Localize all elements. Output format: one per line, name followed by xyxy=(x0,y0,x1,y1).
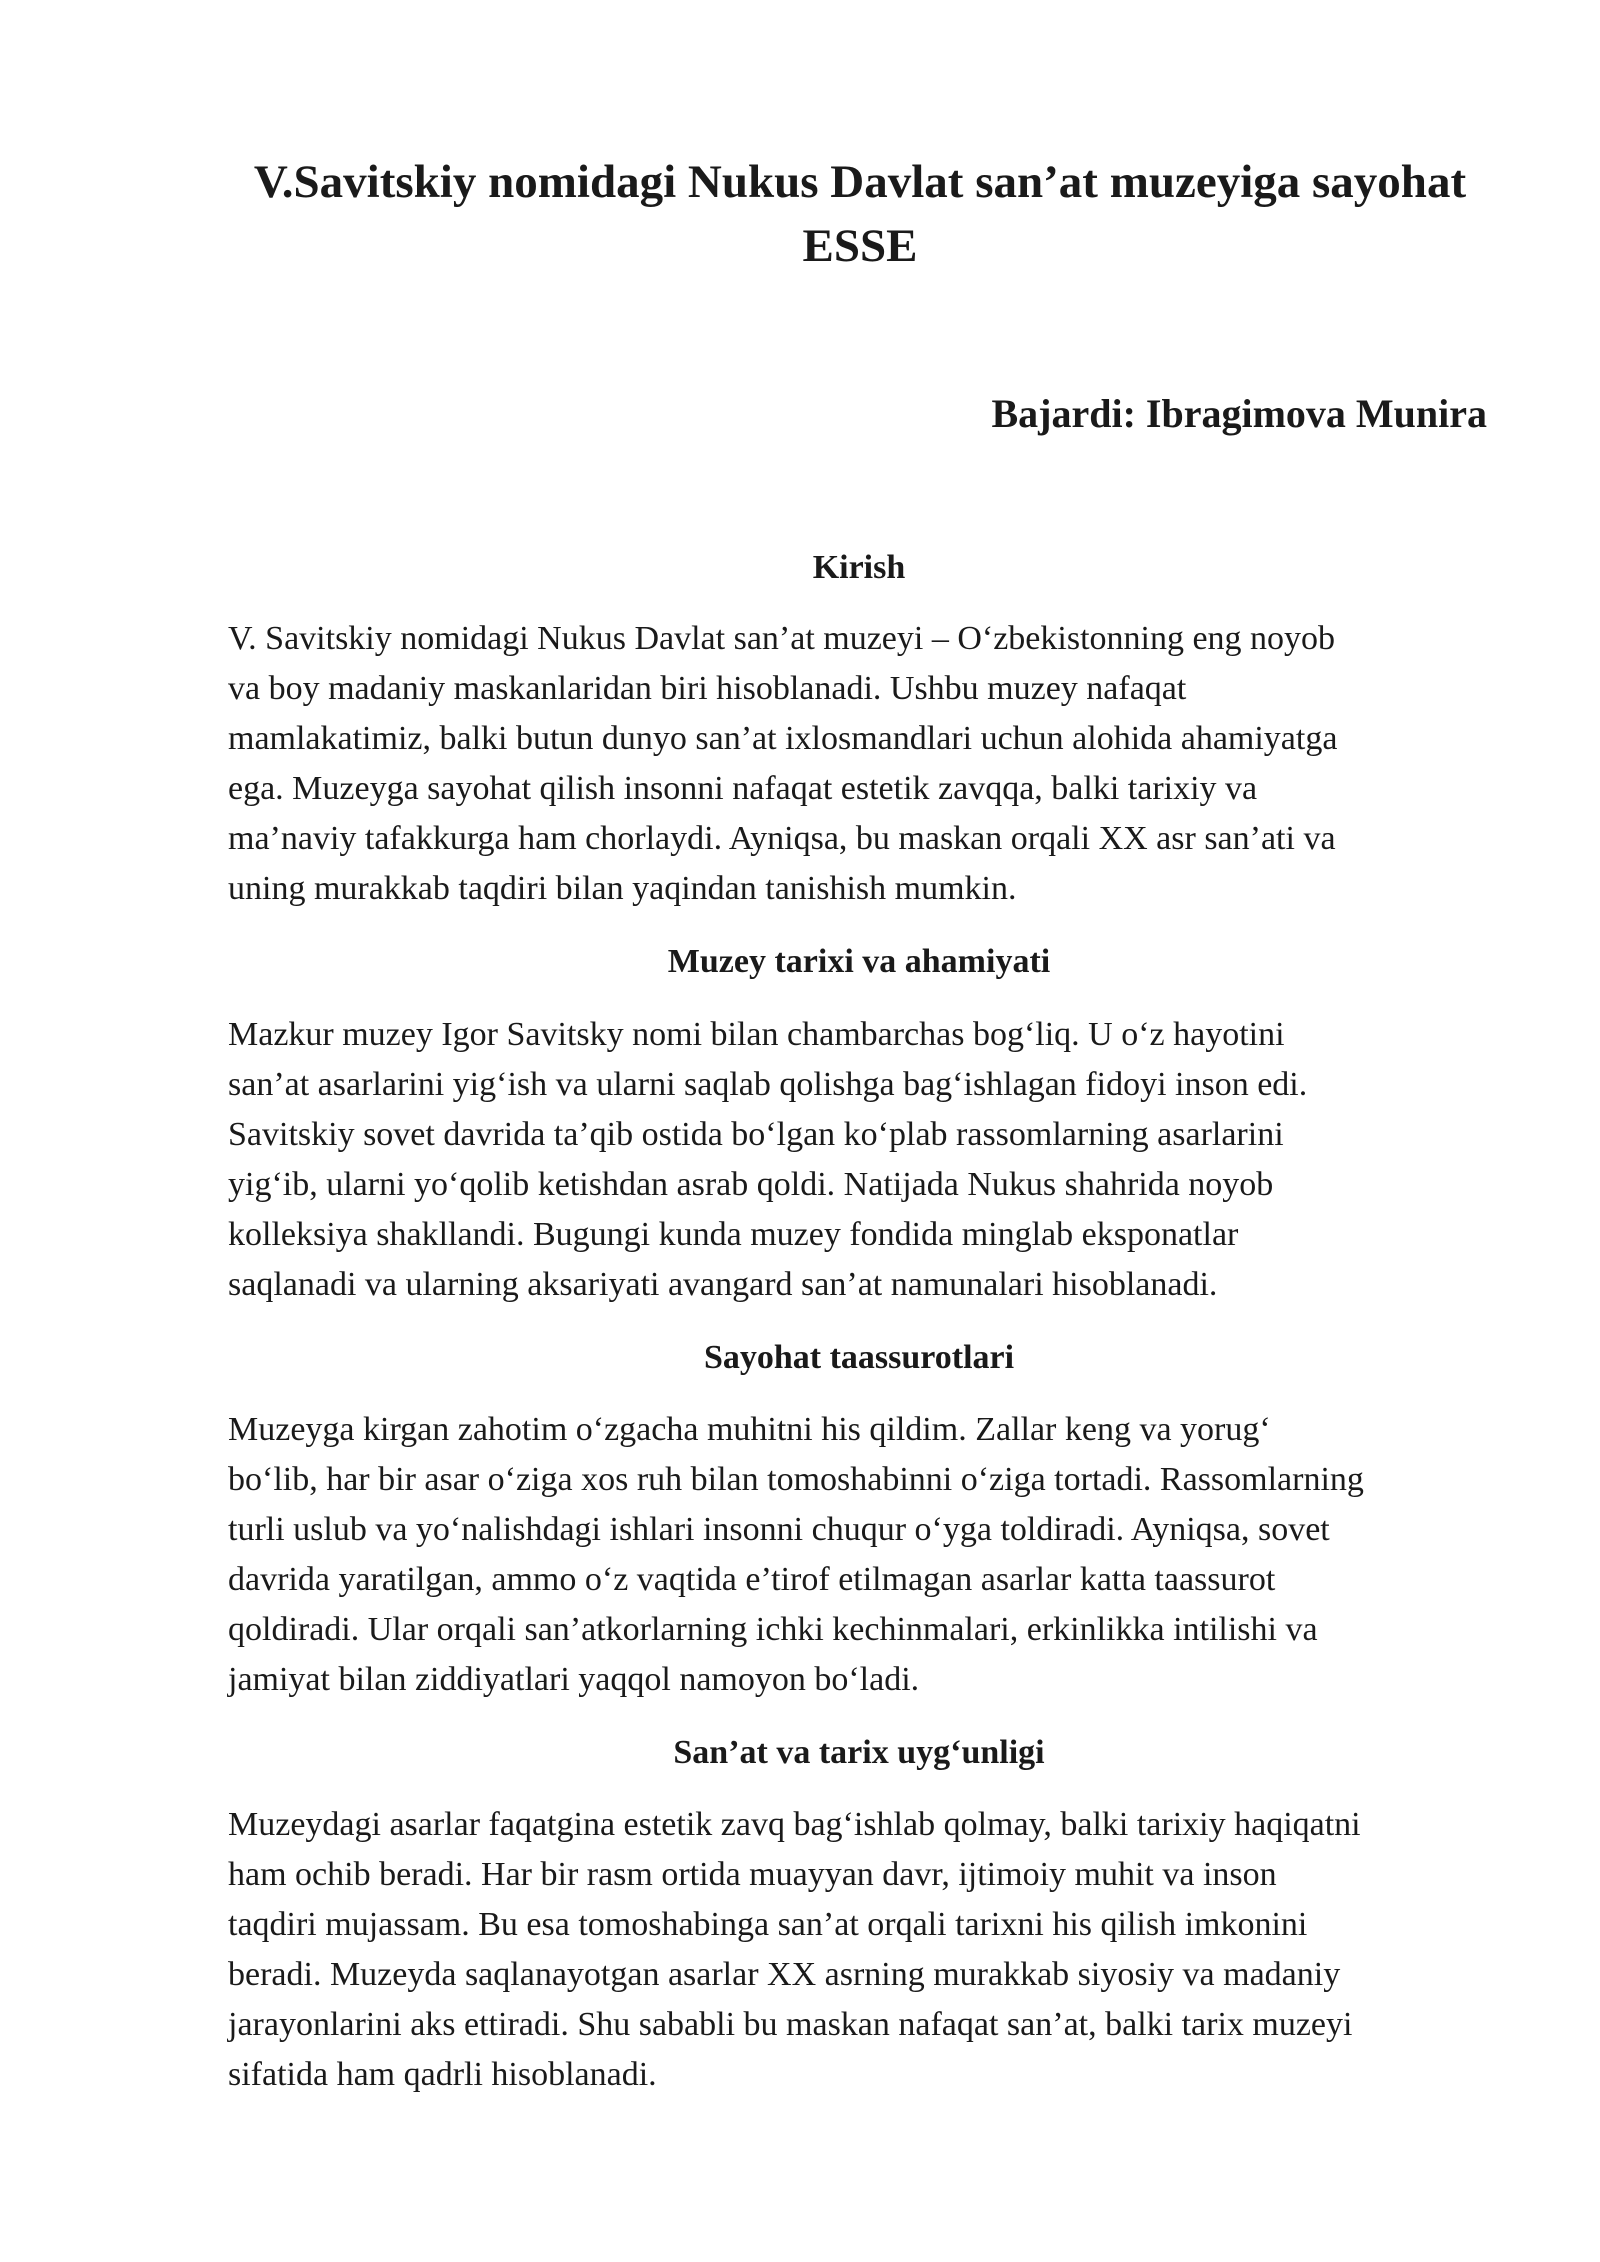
paragraph-line: jarayonlarini aks ettiradi. Shu sababli bu maskan nafaqat san’at, balki tarix muzeyi xyxy=(228,2006,1353,2043)
paragraph-line: ma’naviy tafakkurga ham chorlaydi. Ayniqsa, bu maskan orqali XX asr san’ati va xyxy=(228,820,1336,857)
paragraph-line: Muzeyga kirgan zahotim o‘zgacha muhitni his qildim. Zallar keng va yorug‘ xyxy=(228,1411,1271,1448)
author-line: Bajardi: Ibragimova Munira xyxy=(991,391,1487,436)
section-heading-sayohat: Sayohat taassurotlari xyxy=(703,1339,1015,1376)
paragraph-line: V. Savitskiy nomidagi Nukus Davlat san’at muzeyi – O‘zbekistonning eng noyob xyxy=(228,620,1336,657)
section-paragraph-sanat-tarix xyxy=(228,1800,1528,2100)
section-heading-muzey-tarixi: Muzey tarixi va ahamiyati xyxy=(667,943,1051,980)
paragraph-line: bo‘lib, har bir asar o‘ziga xos ruh bilan tomoshabinni o‘ziga tortadi. Rassomlarning xyxy=(228,1461,1364,1498)
paragraph-line: turli uslub va yo‘nalishdagi ishlari insonni chuqur o‘yga toldiradi. Ayniqsa, sovet xyxy=(228,1511,1330,1548)
paragraph-line: Savitskiy sovet davrida ta’qib ostida bo‘lgan ko‘plab rassomlarning asarlarini xyxy=(228,1116,1284,1153)
paragraph-line: va boy madaniy maskanlaridan biri hisoblanadi. Ushbu muzey nafaqat xyxy=(228,670,1187,707)
paragraph-line: saqlanadi va ularning aksariyati avangard san’at namunalari hisoblanadi. xyxy=(228,1266,1218,1303)
paragraph-line: kolleksiya shakllandi. Bugungi kunda muzey fondida minglab eksponatlar xyxy=(228,1216,1239,1253)
paragraph-line: sifatida ham qadrli hisoblanadi. xyxy=(228,2056,657,2093)
section-paragraph-muzey-tarixi xyxy=(228,1010,1528,1310)
paragraph-line: davrida yaratilgan, ammo o‘z vaqtida e’tirof etilmagan asarlar katta taassurot xyxy=(228,1561,1276,1598)
paragraph-line: beradi. Muzeyda saqlanayotgan asarlar XX asrning murakkab siyosiy va madaniy xyxy=(228,1956,1341,1993)
paragraph-line: Mazkur muzey Igor Savitsky nomi bilan chambarchas bog‘liq. U o‘z hayotini xyxy=(228,1016,1285,1053)
paragraph-line: san’at asarlarini yig‘ish va ularni saqlab qolishga bag‘ishlagan fidoyi inson edi. xyxy=(228,1066,1308,1103)
paragraph-line: uning murakkab taqdiri bilan yaqindan tanishish mumkin. xyxy=(228,870,1017,907)
paragraph-line: taqdiri mujassam. Bu esa tomoshabinga san’at orqali tarixni his qilish imkonini xyxy=(228,1906,1308,1943)
paragraph-line: mamlakatimiz, balki butun dunyo san’at ixlosmandlari uchun alohida ahamiyatga xyxy=(228,720,1338,757)
section-heading-kirish: Kirish xyxy=(812,549,906,586)
document-subtitle: ESSE xyxy=(802,220,918,272)
section-heading-sanat-tarix: San’at va tarix uyg‘unligi xyxy=(673,1734,1045,1771)
paragraph-line: yig‘ib, ularni yo‘qolib ketishdan asrab qoldi. Natijada Nukus shahrida noyob xyxy=(228,1166,1274,1203)
paragraph-line: ega. Muzeyga sayohat qilish insonni nafaqat estetik zavqqa, balki tarixiy va xyxy=(228,770,1258,807)
section-paragraph-kirish xyxy=(228,614,1528,914)
paragraph-line: jamiyat bilan ziddiyatlari yaqqol namoyon bo‘ladi. xyxy=(228,1661,920,1698)
paragraph-line: Muzeydagi asarlar faqatgina estetik zavq bag‘ishlab qolmay, balki tarixiy haqiqatni xyxy=(228,1806,1361,1843)
section-paragraph-sayohat xyxy=(228,1405,1528,1705)
paragraph-line: qoldiradi. Ular orqali san’atkorlarning ichki kechinmalari, erkinlikka intilishi va xyxy=(228,1611,1318,1648)
paragraph-line: ham ochib beradi. Har bir rasm ortida muayyan davr, ijtimoiy muhit va inson xyxy=(228,1856,1277,1893)
document-title: V.Savitskiy nomidagi Nukus Davlat san’at muzeyiga sayohat xyxy=(253,156,1467,208)
